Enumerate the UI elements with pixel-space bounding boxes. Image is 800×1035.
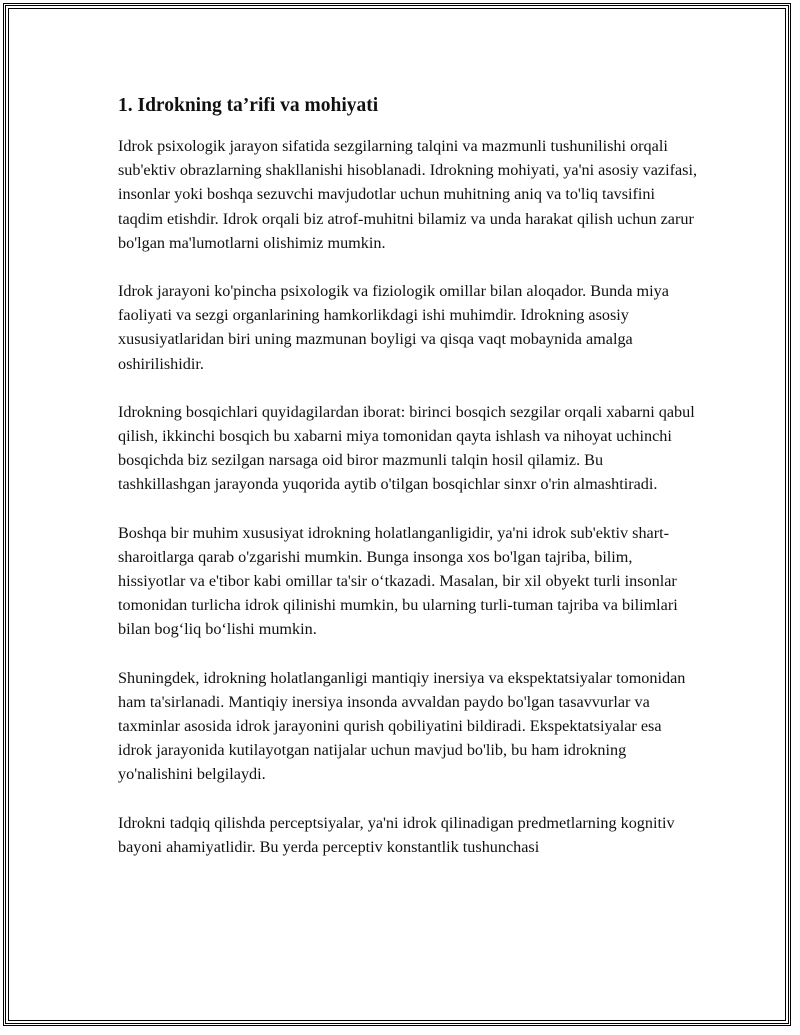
paragraph-3: Idrokning bosqichlari quyidagilardan iborat: birinci bosqich sezgilar orqali xabarni qabul qilish, ikkinchi bosqich bu xabarni miya tomonidan qayta ishlash va nihoyat uchinchi bosqichda biz sezilgan narsaga oid biror mazmunli talqin hosil qilamiz. Bu tashkillashgan jarayonda yuqorida aytib o'tilgan bosqichlar sinxr o'rin almashtiradi.: [118, 402, 695, 494]
paragraph-6: Idrokni tadqiq qilishda perceptsiyalar, ya'ni idrok qilinadigan predmetlarning kognitiv bayoni ahamiyatlidir. Bu yerda perceptiv konstantlik tushunchasi: [118, 813, 675, 856]
paragraph-2: Idrok jarayoni ko'pincha psixologik va fiziologik omillar bilan aloqador. Bunda miya faoliyati va sezgi organlarining hamkorlikdagi ishi muhimdir. Idrokning asosiy xususiyatlaridan biri uning mazmunan boyligi va qisqa vaqt mobaynida amalga oshirilishidir.: [118, 282, 669, 373]
paragraph-4: Boshqa bir muhim xususiyat idrokning holatlanganligidir, ya'ni idrok sub'ektiv shart-sharoitlarga qarab o'zgarishi mumkin. Bunga insonga xos bo'lgan tajriba, bilim, hissiyotlar va e'tibor kabi omillar ta'sir o‘tkazadi. Masalan, bir xil obyekt turli insonlar tomonidan turlicha idrok qilinishi mumkin, bu ularning turli-tuman tajriba va bilimlari bilan bog‘liq bo‘lishi mumkin.: [118, 523, 678, 639]
section-heading: 1. Idrokning ta’rifi va mohiyati: [118, 95, 379, 116]
paragraph-5: Shuningdek, idrokning holatlanganligi mantiqiy inersiya va ekspektatsiyalar tomonidan ham ta'sirlanadi. Mantiqiy inersiya insonda avvaldan paydo bo'lgan tasavvurlar va taxminlar asosida idrok jarayonini qurish qobiliyatini bildiradi. Ekspektatsiyalar esa idrok jarayonida kutilayotgan natijalar uchun mavjud bo'lib, bu ham idrokning yo'nalishini belgilaydi.: [118, 668, 686, 784]
paragraph-1: Idrok psixologik jarayon sifatida sezgilarning talqini va mazmunli tushunilishi orqali sub'ektiv obrazlarning shakllanishi hisoblanadi. Idrokning mohiyati, ya'ni asosiy vazifasi, insonlar yoki boshqa sezuvchi mavjudotlar uchun muhitning aniq va to'liq tavsifini taqdim etishdir. Idrok orqali biz atrof-muhitni bilamiz va unda harakat qilish uchun zarur bo'lgan ma'lumotlarni olishimiz mumkin.: [118, 137, 698, 252]
document-body: [118, 92, 698, 883]
